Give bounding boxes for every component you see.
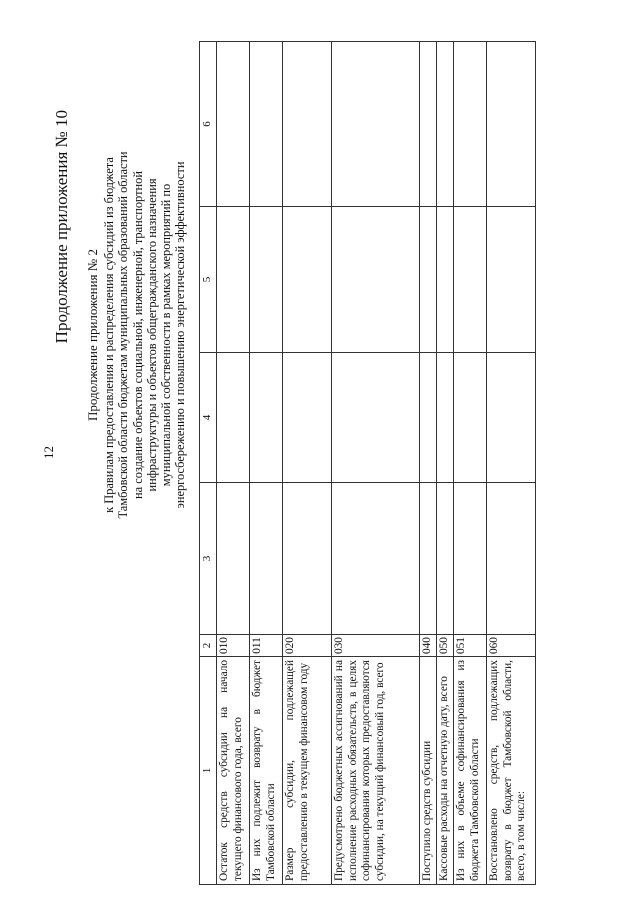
header-line: инфраструктуры и объектов общегражданского назначения (144, 178, 159, 492)
row-description: Из них подлежит возврату в бюджет Тамбовской области (250, 657, 283, 885)
table-cell (437, 483, 454, 635)
column-number: 1 (200, 657, 217, 885)
table-cell (420, 483, 437, 635)
table-cell (217, 42, 250, 207)
row-description: Размер субсидии, подлежащей предоставлению в текущем финансовом году (283, 657, 332, 885)
table-row (420, 42, 437, 885)
table-cell (332, 42, 420, 207)
table-cell (487, 42, 536, 207)
column-number: 2 (200, 635, 217, 657)
column-number-row (200, 42, 217, 885)
row-description: Из них в объеме софинансирования из бюджета Тамбовской области (454, 657, 487, 885)
row-code: 011 (250, 635, 283, 657)
row-code: 010 (217, 635, 250, 657)
table-row (487, 42, 536, 885)
table-cell (487, 483, 536, 635)
header-line: муниципальной собственности в рамках мероприятий по (159, 183, 174, 487)
table-cell (437, 42, 454, 207)
row-code: 040 (420, 635, 437, 657)
column-number: 3 (200, 483, 217, 635)
header-line: энергосбережению и повышению энергетической эффективности (173, 161, 188, 509)
table-cell (217, 483, 250, 635)
row-description: Поступило средств субсидии (420, 657, 437, 885)
header-line: к Правилам предоставления и распределения субсидий из бюджета (102, 157, 117, 513)
header-line: на создание объектов социальной, инженерной, транспортной (130, 171, 145, 499)
table-cell (420, 207, 437, 353)
row-code: 030 (332, 635, 420, 657)
table-cell (250, 483, 283, 635)
column-number: 4 (200, 353, 217, 483)
table-cell (454, 42, 487, 207)
header-title: Продолжение приложения № 2 (85, 249, 100, 421)
table-row (283, 42, 332, 885)
table-cell (250, 207, 283, 353)
row-description: Кассовые расходы на отчетную дату, всего (437, 657, 454, 885)
table-cell (217, 353, 250, 483)
row-description: Восстановлено средств, подлежащих возврату в бюджет Тамбовской области, всего, в том числе: (487, 657, 536, 885)
table-cell (420, 42, 437, 207)
row-code: 051 (454, 635, 487, 657)
table-cell (437, 353, 454, 483)
appendix-title: Продолжение приложения № 10 (52, 110, 71, 344)
appendix-header (86, 95, 187, 575)
subsidy-report-table (199, 41, 536, 885)
page-number: 12 (41, 446, 56, 459)
column-number: 6 (200, 42, 217, 207)
column-number: 5 (200, 207, 217, 353)
header-line: Тамбовской области бюджетам муниципальных образований области (116, 151, 131, 519)
table-cell (487, 207, 536, 353)
table-cell (454, 207, 487, 353)
table-cell (332, 207, 420, 353)
table-cell (250, 353, 283, 483)
table-cell (283, 483, 332, 635)
table-cell (217, 207, 250, 353)
row-description: Предусмотрено бюджетных ассигнований на исполнение расходных обязательств, в целях софинансирования которых предоставляются субсидии, на текущий финансовый год, всего (332, 657, 420, 885)
table-cell (283, 42, 332, 207)
table-cell (454, 483, 487, 635)
row-code: 020 (283, 635, 332, 657)
table-cell (437, 207, 454, 353)
row-code: 050 (437, 635, 454, 657)
row-description: Остаток средств субсидии на начало текущего финансового года, всего (217, 657, 250, 885)
table-row (437, 42, 454, 885)
table-row (250, 42, 283, 885)
table-row (332, 42, 420, 885)
table-cell (332, 483, 420, 635)
table-cell (420, 353, 437, 483)
table-row (454, 42, 487, 885)
table-cell (250, 42, 283, 207)
table-cell (283, 207, 332, 353)
table-cell (332, 353, 420, 483)
table-cell (454, 353, 487, 483)
row-code: 060 (487, 635, 536, 657)
table-cell (283, 353, 332, 483)
table-cell (487, 353, 536, 483)
table-row (217, 42, 250, 885)
